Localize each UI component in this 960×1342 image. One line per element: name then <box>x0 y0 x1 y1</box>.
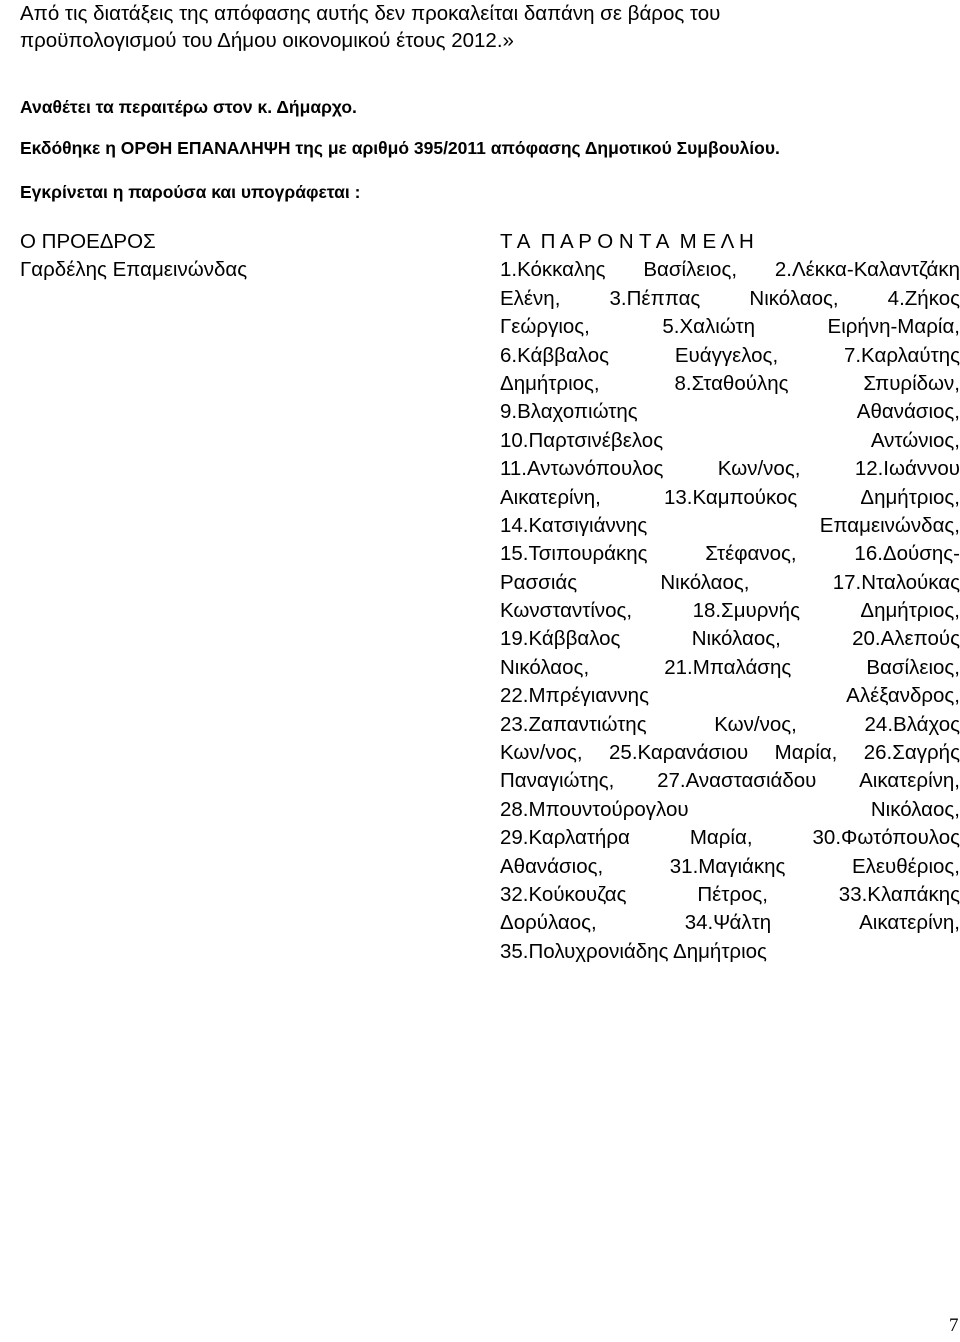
member-line-segment: Επαμεινώνδας, <box>819 513 960 537</box>
member-line-segment: Σπυρίδων, <box>863 371 960 395</box>
member-line-segment: Πέτρος, <box>697 882 769 906</box>
member-line-segment: 9.Βλαχοπιώτης <box>500 400 638 424</box>
member-line-segment: Αικατερίνη, <box>859 911 960 935</box>
member-line-segment: 10.Παρτσινέβελος <box>500 428 664 452</box>
member-line <box>500 512 960 540</box>
member-line-segment: Αθανάσιος, <box>856 400 960 424</box>
member-line <box>500 398 960 426</box>
member-line <box>500 824 960 852</box>
approval-line: Εγκρίνεται η παρούσα και υπογράφεται : <box>20 182 361 202</box>
intro-line-1: Από τις διατάξεις της απόφασης αυτής δεν προκαλείται δαπάνη σε βάρος του <box>20 2 721 25</box>
member-line <box>500 427 960 455</box>
member-line-segment: Βασίλειος, <box>866 655 960 679</box>
member-line-segment: 5.Χαλιώτη <box>662 315 756 339</box>
member-line-segment: 7.Καρλαύτης <box>843 343 960 367</box>
member-line-segment: 23.Ζαπαντιώτης <box>500 712 647 736</box>
assignment-line: Αναθέτει τα περαιτέρω στον κ. Δήμαρχο. <box>20 97 357 117</box>
member-line-segment: 29.Καρλατήρα <box>500 826 630 850</box>
member-line <box>500 370 960 398</box>
member-line-segment: 18.Σμυρνής <box>692 599 800 623</box>
president-block <box>20 228 247 284</box>
member-line-segment: Κωνσταντίνος, <box>500 599 633 623</box>
member-line-segment: Βασίλειος, <box>643 258 738 282</box>
member-line-segment: 21.Μπαλάσης <box>664 655 792 679</box>
member-line-segment: 34.Ψάλτη <box>684 911 772 935</box>
president-title: Ο ΠΡΟΕΔΡΟΣ <box>20 230 156 253</box>
member-line-segment: 15.Τσιπουράκης <box>500 542 648 566</box>
member-line <box>500 767 960 795</box>
members-title: Τ Α Π Α Ρ Ο Ν Τ Α Μ Ε Λ Η <box>500 230 754 253</box>
member-line <box>500 285 960 313</box>
member-line-segment: 35.Πολυχρονιάδης Δημήτριος <box>500 939 767 963</box>
member-line-segment: 20.Αλεπούς <box>852 627 960 651</box>
member-line-segment: 28.Μπουντούρογλου <box>500 797 689 821</box>
member-line-segment: Αικατερίνη, <box>859 769 960 793</box>
member-line-segment: 19.Κάββαλος <box>500 627 621 651</box>
member-line <box>500 256 960 284</box>
member-line-segment: Μαρία, <box>774 741 838 765</box>
member-line <box>500 711 960 739</box>
member-line-segment: Αλέξανδρος, <box>846 684 960 708</box>
member-line <box>500 484 960 512</box>
member-line-segment: 8.Σταθούλης <box>674 371 789 395</box>
member-line-segment: Ρασσιάς <box>500 570 578 594</box>
member-line-segment: Δημήτριος, <box>860 485 960 509</box>
member-line-segment: Νικόλαος, <box>749 286 839 310</box>
member-line <box>500 625 960 653</box>
member-line <box>500 938 960 966</box>
member-line-segment: 14.Κατσιγιάννης <box>500 513 648 537</box>
member-line-segment: 6.Κάββαλος <box>500 343 610 367</box>
member-line <box>500 455 960 483</box>
member-line-segment: Νικόλαος, <box>500 655 590 679</box>
member-line-segment: 11.Αντωνόπουλος <box>500 457 664 481</box>
member-line-segment: Στέφανος, <box>705 542 797 566</box>
member-line-segment: Ευάγγελος, <box>674 343 779 367</box>
member-line <box>500 796 960 824</box>
member-line-segment: Αντώνιος, <box>870 428 960 452</box>
president-name: Γαρδέλης Επαμεινώνδας <box>20 258 248 281</box>
member-line-segment: Κων/νος, <box>714 712 797 736</box>
member-line <box>500 739 960 767</box>
member-line-segment: Δορύλαος, <box>500 911 597 935</box>
member-line-segment: 13.Καμπούκος <box>663 485 798 509</box>
member-line-segment: Δημήτριος, <box>500 371 600 395</box>
member-line <box>500 881 960 909</box>
intro-paragraph <box>20 0 940 54</box>
member-line-segment: 3.Πέππας <box>609 286 701 310</box>
member-line-segment: Ελευθέριος, <box>851 854 960 878</box>
page-number: 7 <box>949 1315 959 1336</box>
member-line-segment: 32.Κούκουζας <box>500 882 627 906</box>
intro-line-2: προϋπολογισμού του Δήμου οικονομικού έτους 2012.» <box>20 29 514 52</box>
member-line-segment: 22.Μπρέγιαννης <box>500 684 649 708</box>
member-line <box>500 682 960 710</box>
member-line-segment: Ελένη, <box>500 286 561 310</box>
member-line <box>500 569 960 597</box>
member-line <box>500 597 960 625</box>
member-line-segment: Κων/νος, <box>717 457 801 481</box>
members-list <box>500 256 960 966</box>
member-line-segment: 26.Σαγρής <box>863 741 960 765</box>
member-line <box>500 909 960 937</box>
member-line-segment: 17.Νταλούκας <box>832 570 960 594</box>
member-line-segment: Νικόλαος, <box>691 627 781 651</box>
member-line-segment: 2.Λέκκα-Καλαντζάκη <box>774 258 960 282</box>
member-line-segment: Κων/νος, <box>500 741 583 765</box>
member-line-segment: 25.Καρανάσιου <box>609 741 749 765</box>
member-line-segment: 1.Κόκκαλης <box>500 258 606 282</box>
member-line-segment: Μαρία, <box>689 826 753 850</box>
member-line-segment: Παναγιώτης, <box>500 769 615 793</box>
member-line-segment: 30.Φωτόπουλος <box>812 826 960 850</box>
member-line <box>500 540 960 568</box>
member-line-segment: 33.Κλαπάκης <box>838 882 960 906</box>
member-line-segment: 4.Ζήκος <box>887 286 960 310</box>
reissue-line: Εκδόθηκε η ΟΡΘΗ ΕΠΑΝΑΛΗΨΗ της με αριθμό 395/2011 απόφασης Δημοτικού Συμβουλίου. <box>20 138 780 158</box>
member-line <box>500 313 960 341</box>
members-block <box>500 228 960 966</box>
member-line-segment: 12.Ιωάννου <box>854 457 960 481</box>
member-line-segment: Αθανάσιος, <box>500 854 604 878</box>
member-line-segment: Αικατερίνη, <box>500 485 601 509</box>
member-line-segment: 16.Δούσης- <box>854 542 960 566</box>
member-line-segment: 27.Αναστασιάδου <box>657 769 817 793</box>
member-line-segment: 24.Βλάχος <box>864 712 960 736</box>
member-line-segment: Νικόλαος, <box>870 797 960 821</box>
member-line-segment: Νικόλαος, <box>660 570 750 594</box>
member-line <box>500 853 960 881</box>
member-line <box>500 342 960 370</box>
member-line-segment: Ειρήνη-Μαρία, <box>827 315 960 339</box>
member-line-segment: 31.Μαγιάκης <box>669 854 786 878</box>
member-line-segment: Γεώργιος, <box>500 315 590 339</box>
member-line <box>500 654 960 682</box>
member-line-segment: Δημήτριος, <box>860 599 960 623</box>
